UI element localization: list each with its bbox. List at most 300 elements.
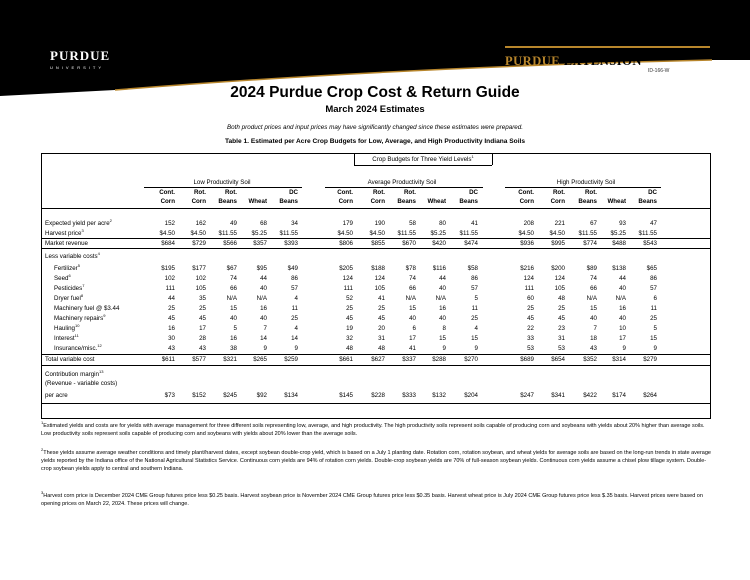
table-cell: 190 bbox=[374, 220, 385, 227]
table-cell: $4.50 bbox=[369, 230, 385, 237]
table-cell: $566 bbox=[223, 240, 237, 247]
table-cell: 66 bbox=[590, 285, 597, 292]
group-header-2: Average Productivity Soil bbox=[367, 179, 437, 186]
column-header-line1: Rot. bbox=[584, 189, 597, 196]
margin-cell: $341 bbox=[551, 392, 565, 399]
column-header-line1: Rot. bbox=[403, 189, 416, 196]
table-cell: 40 bbox=[260, 315, 267, 322]
column-header-line2: Wheat bbox=[607, 198, 626, 205]
row-label-marker: 3 bbox=[81, 227, 84, 233]
column-header-line2: Beans bbox=[578, 198, 597, 205]
group-header-rule-average bbox=[325, 187, 483, 188]
table-cell: $200 bbox=[551, 265, 565, 272]
row-label bbox=[54, 282, 85, 292]
footnote-3-marker: 3 bbox=[41, 490, 44, 496]
table-cell: 17 bbox=[409, 335, 416, 342]
table-cell: 66 bbox=[230, 285, 237, 292]
row-label bbox=[45, 250, 100, 260]
table-cell: 25 bbox=[471, 315, 478, 322]
row-label-marker: 8 bbox=[80, 292, 84, 298]
table-cell: $216 bbox=[520, 265, 534, 272]
row-label-marker: 7 bbox=[82, 282, 85, 288]
column-header-line1: Cont. bbox=[518, 189, 534, 196]
table-cell: 19 bbox=[346, 325, 353, 332]
table-cell: $259 bbox=[284, 356, 298, 363]
margin-label-line1 bbox=[45, 368, 104, 378]
table-cell: 9 bbox=[294, 345, 298, 352]
table-cell: N/A bbox=[435, 295, 446, 302]
table-cell: 47 bbox=[650, 220, 657, 227]
margin-cell: $174 bbox=[612, 392, 626, 399]
group-header-rule-low bbox=[144, 187, 302, 188]
table-cell: 105 bbox=[374, 285, 385, 292]
table-cell: 38 bbox=[230, 345, 237, 352]
margin-cell: $152 bbox=[192, 392, 206, 399]
logo-left-main: PURDUE bbox=[50, 48, 111, 63]
table-cell: $195 bbox=[161, 265, 175, 272]
table-cell: $95 bbox=[256, 265, 267, 272]
footnote-1-text: Estimated yields and costs are for yields with average management for three different soils representing low, average, and high productivity. The high productivity soils represent soils capable of producing corn and soybeans with yields about 20% higher than average soils. Low productivity soils represent soils capable of producing corn and soybeans with yields about 20% lower than the average soils. bbox=[41, 423, 705, 438]
table-cell: 17 bbox=[199, 325, 206, 332]
table-cell: $49 bbox=[287, 265, 298, 272]
row-label-text: Harvest price bbox=[45, 230, 82, 237]
table-cell: 16 bbox=[619, 305, 626, 312]
table-cell: 16 bbox=[260, 305, 267, 312]
table-cell: 11 bbox=[291, 305, 298, 312]
table-cell: 6 bbox=[653, 295, 657, 302]
column-header-line2: Beans bbox=[397, 198, 416, 205]
table-cell: $855 bbox=[371, 240, 385, 247]
table-cell: $11.55 bbox=[279, 230, 298, 237]
table-cell: 45 bbox=[527, 315, 534, 322]
table-cell: 5 bbox=[474, 295, 478, 302]
row-label bbox=[45, 240, 88, 247]
table-cell: $689 bbox=[520, 356, 534, 363]
table-cell: $4.50 bbox=[190, 230, 206, 237]
super-header-marker: 1 bbox=[471, 153, 474, 159]
table-title: Table 1. Estimated per Acre Crop Budgets for Low, Average, and High Productivity Indiana Soils bbox=[224, 138, 526, 145]
table-cell: 15 bbox=[409, 305, 416, 312]
table-cell: 40 bbox=[439, 315, 446, 322]
table-cell: $337 bbox=[402, 356, 416, 363]
footnote-1 bbox=[41, 422, 713, 438]
table-cell: $729 bbox=[192, 240, 206, 247]
footnote-3-text: Harvest corn price is December 2024 CME Group futures price less $0.25 basis. Harvest soybean price is November 2024 CME Group futures price less $0.35 basis. Harvest wheat price is July 2024 CME Group futures price less $.35 basis. Harvest prices were based on opening prices on March 22, 2024. These prices will change. bbox=[41, 493, 703, 508]
price-note: Both product prices and input prices may have significantly changed since these estimates were prepared. bbox=[226, 124, 524, 131]
table-cell: 74 bbox=[230, 275, 237, 282]
table-cell: $205 bbox=[339, 265, 353, 272]
table-cell: $5.25 bbox=[430, 230, 446, 237]
table-cell: 16 bbox=[439, 305, 446, 312]
row-label-marker: 2 bbox=[109, 217, 112, 223]
table-cell: 86 bbox=[650, 275, 657, 282]
table-cell: 68 bbox=[260, 220, 267, 227]
table-cell: $774 bbox=[583, 240, 597, 247]
table-cell: $270 bbox=[464, 356, 478, 363]
table-cell: $420 bbox=[432, 240, 446, 247]
market-revenue-rule bbox=[42, 248, 710, 249]
row-label-text: Pesticides bbox=[54, 285, 83, 292]
table-cell: $474 bbox=[464, 240, 478, 247]
row-label bbox=[45, 356, 95, 363]
row-label-marker: 11 bbox=[74, 332, 79, 338]
table-cell: 43 bbox=[199, 345, 206, 352]
row-label-marker: 9 bbox=[103, 312, 106, 318]
table-cell: 66 bbox=[409, 285, 416, 292]
table-cell: $4.50 bbox=[159, 230, 175, 237]
table-cell: $488 bbox=[612, 240, 626, 247]
table-cell: 43 bbox=[590, 345, 597, 352]
table-cell: 28 bbox=[199, 335, 206, 342]
table-cell: 14 bbox=[291, 335, 298, 342]
table-cell: 53 bbox=[527, 345, 534, 352]
row-label-marker: 12 bbox=[97, 342, 102, 348]
table-cell: 45 bbox=[199, 315, 206, 322]
table-cell: 8 bbox=[442, 325, 446, 332]
table-cell: 20 bbox=[378, 325, 385, 332]
table-cell: 57 bbox=[650, 285, 657, 292]
table-cell: $138 bbox=[612, 265, 626, 272]
table-cell: 48 bbox=[346, 345, 353, 352]
column-header-line2: Corn bbox=[338, 198, 353, 205]
table-cell: 40 bbox=[439, 285, 446, 292]
table-cell: 40 bbox=[409, 315, 416, 322]
table-cell: 48 bbox=[558, 295, 565, 302]
table-cell: $684 bbox=[161, 240, 175, 247]
table-cell: 11 bbox=[471, 305, 478, 312]
table-cell: 41 bbox=[409, 345, 416, 352]
table-cell: 86 bbox=[291, 275, 298, 282]
table-cell: 9 bbox=[442, 345, 446, 352]
table-cell: $279 bbox=[643, 356, 657, 363]
harvest-price-rule bbox=[42, 238, 710, 239]
row-label-text: Seed bbox=[54, 275, 69, 282]
table-cell: $116 bbox=[432, 265, 446, 272]
table-cell: $5.25 bbox=[251, 230, 267, 237]
table-cell: 10 bbox=[619, 325, 626, 332]
table-cell: 40 bbox=[619, 315, 626, 322]
column-header-line1: Rot. bbox=[552, 189, 565, 196]
table-cell: 33 bbox=[527, 335, 534, 342]
table-cell: $5.25 bbox=[610, 230, 626, 237]
column-header-line1: Cont. bbox=[337, 189, 353, 196]
row-label-text: Insurance/misc. bbox=[54, 345, 98, 352]
table-cell: $543 bbox=[643, 240, 657, 247]
footnote-1-marker: 1 bbox=[41, 420, 44, 426]
table-cell: 9 bbox=[263, 345, 267, 352]
table-cell: 44 bbox=[619, 275, 626, 282]
table-cell: 80 bbox=[439, 220, 446, 227]
table-cell: 58 bbox=[409, 220, 416, 227]
table-cell: 105 bbox=[195, 285, 206, 292]
super-header bbox=[354, 153, 492, 163]
table-cell: 25 bbox=[558, 305, 565, 312]
table-cell: $321 bbox=[223, 356, 237, 363]
column-header-line2: Beans bbox=[279, 198, 298, 205]
column-header-line2: Beans bbox=[218, 198, 237, 205]
margin-cell: $73 bbox=[164, 392, 175, 399]
table-cell: 9 bbox=[474, 345, 478, 352]
margin-cell: $92 bbox=[256, 392, 267, 399]
table-cell: 43 bbox=[168, 345, 175, 352]
row-label-text: Less variable costs bbox=[45, 253, 98, 260]
row-label-text: Market revenue bbox=[45, 240, 88, 247]
table-cell: 34 bbox=[291, 220, 298, 227]
table-cell: 15 bbox=[439, 335, 446, 342]
row-label-marker: 4 bbox=[97, 250, 100, 256]
row-label bbox=[54, 305, 119, 312]
row-label-text: Dryer fuel bbox=[54, 295, 81, 302]
total-cost-top-rule bbox=[42, 354, 710, 355]
row-label bbox=[54, 312, 106, 322]
footnote-2-marker: 2 bbox=[41, 447, 44, 453]
margin-cell: $132 bbox=[432, 392, 446, 399]
row-label-text: Interest bbox=[54, 335, 75, 342]
logo-right-purdue: PURDUE bbox=[505, 54, 561, 68]
table-cell: $670 bbox=[402, 240, 416, 247]
table-cell: 15 bbox=[650, 335, 657, 342]
table-cell: 124 bbox=[374, 275, 385, 282]
table-cell: $11.55 bbox=[638, 230, 657, 237]
row-label bbox=[54, 322, 80, 332]
table-cell: $936 bbox=[520, 240, 534, 247]
margin-label-marker: 13 bbox=[99, 368, 104, 374]
table-cell: $89 bbox=[586, 265, 597, 272]
table-cell: 44 bbox=[260, 275, 267, 282]
purdue-extension-logo bbox=[505, 54, 642, 69]
row-label bbox=[45, 217, 112, 227]
group-header-rule-high bbox=[505, 187, 661, 188]
table-cell: 152 bbox=[164, 220, 175, 227]
table-cell: 208 bbox=[523, 220, 534, 227]
table-cell: N/A bbox=[226, 295, 237, 302]
group-header-1: Low Productivity Soil bbox=[193, 179, 251, 186]
table-cell: $577 bbox=[192, 356, 206, 363]
table-cell: $654 bbox=[551, 356, 565, 363]
column-header-line2: Corn bbox=[191, 198, 206, 205]
margin-cell: $264 bbox=[643, 392, 657, 399]
table-cell: 15 bbox=[230, 305, 237, 312]
table-cell: 40 bbox=[619, 285, 626, 292]
table-cell: 5 bbox=[233, 325, 237, 332]
table-cell: $661 bbox=[339, 356, 353, 363]
table-cell: 6 bbox=[412, 325, 416, 332]
logo-right-extension: EXTENSION bbox=[563, 54, 642, 68]
row-label-marker: 6 bbox=[68, 272, 71, 278]
table-cell: 40 bbox=[590, 315, 597, 322]
table-cell: 102 bbox=[164, 275, 175, 282]
table-cell: 105 bbox=[554, 285, 565, 292]
margin-label-line3: per acre bbox=[45, 392, 68, 399]
row-label-text: Expected yield per acre bbox=[45, 220, 110, 227]
row-label-text: Machinery repairs bbox=[54, 315, 104, 322]
table-cell: 74 bbox=[409, 275, 416, 282]
column-header-line2: Beans bbox=[459, 198, 478, 205]
table-cell: $995 bbox=[551, 240, 565, 247]
table-cell: $4.50 bbox=[518, 230, 534, 237]
table-cell: 60 bbox=[527, 295, 534, 302]
super-header-text: Crop Budgets for Three Yield Levels bbox=[372, 156, 472, 163]
row-label-marker: 10 bbox=[74, 322, 80, 328]
table-cell: $806 bbox=[339, 240, 353, 247]
row-label-text: Total variable cost bbox=[45, 356, 95, 363]
page-subtitle: March 2024 Estimates bbox=[325, 104, 425, 115]
table-cell: 25 bbox=[168, 305, 175, 312]
total-cost-bottom-rule bbox=[42, 365, 710, 366]
table-cell: 25 bbox=[650, 315, 657, 322]
footnote-2-text: These yields assume average weather conditions and timely plant/harvest dates, except soybean double-crop yield, which is based on a July 1 planting date. Rotation corn, rotation soybean, and wheat yields for average soils are based on the long-run trends in state average yields reported by the Indiana office of the National Agricultural Statistics Service. Continuous corn yields are 94% of rotation corn yields. Double-crop soybean yields are 70% of full-season soybean yields. Continuous corn yields assume a chisel plow tillage system. Double-crop soybean yields apply to central and southern Indiana. bbox=[41, 450, 711, 473]
row-label-text: Fertilizer bbox=[54, 265, 78, 272]
margin-cell: $333 bbox=[402, 392, 416, 399]
table-cell: 25 bbox=[291, 315, 298, 322]
page-title: 2024 Purdue Crop Cost & Return Guide bbox=[230, 84, 520, 101]
table-cell: $4.50 bbox=[549, 230, 565, 237]
table-cell: 45 bbox=[168, 315, 175, 322]
column-header-line1: Rot. bbox=[193, 189, 206, 196]
row-label bbox=[54, 342, 102, 352]
table-cell: 45 bbox=[346, 315, 353, 322]
table-cell: 111 bbox=[524, 285, 534, 292]
table-cell: 179 bbox=[342, 220, 353, 227]
margin-bottom-rule bbox=[42, 403, 710, 404]
column-header-line2: Corn bbox=[519, 198, 534, 205]
margin-cell: $145 bbox=[339, 392, 353, 399]
table-cell: 25 bbox=[199, 305, 206, 312]
margin-label-text: Contribution margin bbox=[45, 371, 99, 378]
table-cell: $611 bbox=[161, 356, 175, 363]
table-cell: 102 bbox=[195, 275, 206, 282]
column-header-line2: Corn bbox=[370, 198, 385, 205]
margin-cell: $245 bbox=[223, 392, 237, 399]
table-cell: $65 bbox=[646, 265, 657, 272]
table-cell: 49 bbox=[230, 220, 237, 227]
table-cell: 35 bbox=[199, 295, 206, 302]
margin-cell: $204 bbox=[464, 392, 478, 399]
table-cell: 18 bbox=[590, 335, 597, 342]
table-cell: $78 bbox=[405, 265, 416, 272]
table-cell: 9 bbox=[653, 345, 657, 352]
row-label-marker: 5 bbox=[77, 262, 80, 268]
super-header-right-rule bbox=[492, 154, 493, 165]
table-cell: $4.50 bbox=[337, 230, 353, 237]
table-cell: $67 bbox=[226, 265, 237, 272]
table-cell: $58 bbox=[467, 265, 478, 272]
table-cell: 31 bbox=[378, 335, 385, 342]
table-cell: $265 bbox=[253, 356, 267, 363]
column-header-line2: Corn bbox=[550, 198, 565, 205]
table-cell: 67 bbox=[590, 220, 597, 227]
table-cell: 221 bbox=[554, 220, 565, 227]
column-header-line1: DC bbox=[289, 189, 298, 196]
table-cell: 31 bbox=[558, 335, 565, 342]
table-cell: 11 bbox=[650, 305, 657, 312]
table-cell: N/A bbox=[586, 295, 597, 302]
table-cell: 52 bbox=[346, 295, 353, 302]
margin-cell: $422 bbox=[583, 392, 597, 399]
table-cell: 44 bbox=[168, 295, 175, 302]
table-cell: $177 bbox=[192, 265, 206, 272]
row-label-text: Machinery fuel @ $3.44 bbox=[54, 305, 120, 312]
table-cell: N/A bbox=[405, 295, 416, 302]
table-cell: 74 bbox=[590, 275, 597, 282]
table-cell: $393 bbox=[284, 240, 298, 247]
margin-cell: $247 bbox=[520, 392, 534, 399]
column-header-line1: Rot. bbox=[224, 189, 237, 196]
column-header-line1: Rot. bbox=[372, 189, 385, 196]
table-cell: 86 bbox=[471, 275, 478, 282]
table-cell: 25 bbox=[378, 305, 385, 312]
table-cell: 15 bbox=[471, 335, 478, 342]
table-cell: $188 bbox=[371, 265, 385, 272]
table-cell: 25 bbox=[527, 305, 534, 312]
table-cell: 124 bbox=[523, 275, 534, 282]
table-cell: $357 bbox=[253, 240, 267, 247]
table-cell: 15 bbox=[590, 305, 597, 312]
table-cell: 41 bbox=[471, 220, 478, 227]
table-cell: 53 bbox=[558, 345, 565, 352]
margin-cell: $228 bbox=[371, 392, 385, 399]
table-cell: 124 bbox=[554, 275, 565, 282]
table-cell: 9 bbox=[622, 345, 626, 352]
column-header-line1: Cont. bbox=[159, 189, 175, 196]
table-cell: $11.55 bbox=[218, 230, 237, 237]
table-cell: 4 bbox=[474, 325, 478, 332]
purdue-university-logo bbox=[50, 48, 110, 70]
table-cell: 7 bbox=[593, 325, 597, 332]
table-cell: 57 bbox=[291, 285, 298, 292]
table-cell: $11.55 bbox=[578, 230, 597, 237]
margin-label-line2: (Revenue - variable costs) bbox=[45, 380, 118, 387]
table-cell: 41 bbox=[378, 295, 385, 302]
table-cell: N/A bbox=[615, 295, 626, 302]
table-cell: $352 bbox=[583, 356, 597, 363]
table-cell: 17 bbox=[619, 335, 626, 342]
table-cell: 124 bbox=[342, 275, 353, 282]
crop-budget-table bbox=[41, 153, 711, 419]
table-cell: 111 bbox=[165, 285, 175, 292]
table-cell: 162 bbox=[195, 220, 206, 227]
row-label bbox=[54, 292, 84, 302]
table-cell: 32 bbox=[346, 335, 353, 342]
table-cell: 5 bbox=[653, 325, 657, 332]
group-header-3: High Productivity Soil bbox=[556, 179, 616, 186]
table-cell: 4 bbox=[294, 325, 298, 332]
row-label bbox=[54, 332, 79, 342]
column-header-line2: Wheat bbox=[427, 198, 446, 205]
table-cell: 30 bbox=[168, 335, 175, 342]
logo-left-sub: UNIVERSITY bbox=[50, 65, 105, 70]
super-header-bottom-rule bbox=[354, 165, 492, 166]
row-label bbox=[54, 272, 71, 282]
doc-code: ID-166-W bbox=[648, 68, 670, 74]
table-cell: 40 bbox=[260, 285, 267, 292]
table-cell: 48 bbox=[378, 345, 385, 352]
row-label bbox=[45, 227, 84, 237]
table-cell: 16 bbox=[168, 325, 175, 332]
table-cell: $288 bbox=[432, 356, 446, 363]
table-cell: 4 bbox=[294, 295, 298, 302]
footnote-2 bbox=[41, 449, 713, 474]
table-cell: 23 bbox=[558, 325, 565, 332]
super-header-left-rule bbox=[354, 154, 355, 165]
table-cell: 57 bbox=[471, 285, 478, 292]
table-cell: $11.55 bbox=[397, 230, 416, 237]
table-cell: 16 bbox=[230, 335, 237, 342]
column-header-line1: DC bbox=[648, 189, 657, 196]
table-cell: 14 bbox=[260, 335, 267, 342]
table-cell: 111 bbox=[343, 285, 353, 292]
header-bottom-rule bbox=[42, 208, 710, 209]
